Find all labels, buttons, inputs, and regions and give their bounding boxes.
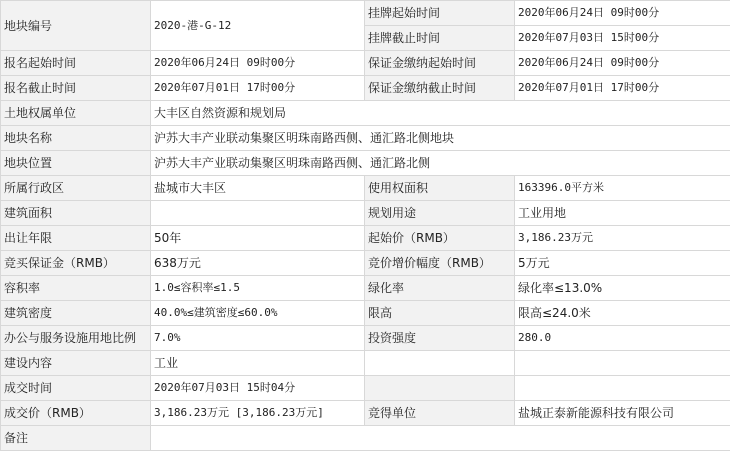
green-ratio-label: 绿化率 — [365, 276, 515, 301]
listing-end-value: 2020年07月03日 15时00分 — [515, 26, 730, 51]
deal-time-value: 2020年07月03日 15时04分 — [151, 376, 365, 401]
deposit-start-value: 2020年06月24日 09时00分 — [515, 51, 730, 76]
location-value: 沪苏大丰产业联动集聚区明珠南路西侧、通汇路北侧 — [151, 151, 730, 176]
green-ratio-value: 绿化率≤13.0% — [515, 276, 730, 301]
remarks-label: 备注 — [1, 426, 151, 451]
bid-deposit-label: 竞买保证金（RMB） — [1, 251, 151, 276]
table-row — [1, 426, 730, 451]
table-row — [1, 351, 730, 376]
deposit-start-label: 保证金缴纳起始时间 — [365, 51, 515, 76]
term-value: 50年 — [151, 226, 365, 251]
signup-start-value: 2020年06月24日 09时00分 — [151, 51, 365, 76]
density-label: 建筑密度 — [1, 301, 151, 326]
parcel-no-label: 地块编号 — [1, 1, 151, 51]
signup-start-label: 报名起始时间 — [1, 51, 151, 76]
plot-ratio-value: 1.0≤容积率≤1.5 — [151, 276, 365, 301]
table-row — [1, 176, 730, 201]
start-price-label: 起始价（RMB） — [365, 226, 515, 251]
remarks-value — [151, 426, 730, 451]
listing-start-label: 挂牌起始时间 — [365, 1, 515, 26]
deposit-end-label: 保证金缴纳截止时间 — [365, 76, 515, 101]
use-area-value: 163396.0平方米 — [515, 176, 730, 201]
table-row — [1, 51, 730, 76]
investment-label: 投资强度 — [365, 326, 515, 351]
planned-use-label: 规划用途 — [365, 201, 515, 226]
height-limit-label: 限高 — [365, 301, 515, 326]
district-label: 所属行政区 — [1, 176, 151, 201]
bid-deposit-value: 638万元 — [151, 251, 365, 276]
office-ratio-value: 7.0% — [151, 326, 365, 351]
height-limit-value: 限高≤24.0米 — [515, 301, 730, 326]
table-row — [1, 276, 730, 301]
table-row — [1, 76, 730, 101]
table-row — [1, 301, 730, 326]
table-row — [1, 401, 730, 426]
use-area-label: 使用权面积 — [365, 176, 515, 201]
increment-label: 竞价增价幅度（RMB） — [365, 251, 515, 276]
plot-ratio-label: 容积率 — [1, 276, 151, 301]
location-label: 地块位置 — [1, 151, 151, 176]
parcel-name-label: 地块名称 — [1, 126, 151, 151]
district-value: 盐城市大丰区 — [151, 176, 365, 201]
listing-end-label: 挂牌截止时间 — [365, 26, 515, 51]
winner-value: 盐城正泰新能源科技有限公司 — [515, 401, 730, 426]
deposit-end-value: 2020年07月01日 17时00分 — [515, 76, 730, 101]
deal-price-label: 成交价（RMB） — [1, 401, 151, 426]
table-row — [1, 1, 730, 26]
table-row — [1, 151, 730, 176]
table-row — [1, 101, 730, 126]
content-label: 建设内容 — [1, 351, 151, 376]
empty-cell — [515, 376, 730, 401]
empty-cell — [365, 351, 515, 376]
content-value: 工业 — [151, 351, 365, 376]
parcel-no-value: 2020-港-G-12 — [151, 1, 365, 51]
empty-cell — [365, 376, 515, 401]
planned-use-value: 工业用地 — [515, 201, 730, 226]
owner-value: 大丰区自然资源和规划局 — [151, 101, 730, 126]
increment-value: 5万元 — [515, 251, 730, 276]
density-value: 40.0%≤建筑密度≤60.0% — [151, 301, 365, 326]
signup-end-label: 报名截止时间 — [1, 76, 151, 101]
table-row — [1, 251, 730, 276]
listing-start-value: 2020年06月24日 09时00分 — [515, 1, 730, 26]
winner-label: 竞得单位 — [365, 401, 515, 426]
table-row — [1, 376, 730, 401]
parcel-name-value: 沪苏大丰产业联动集聚区明珠南路西侧、通汇路北侧地块 — [151, 126, 730, 151]
deal-price-value: 3,186.23万元 [3,186.23万元] — [151, 401, 365, 426]
deal-time-label: 成交时间 — [1, 376, 151, 401]
investment-value: 280.0 — [515, 326, 730, 351]
signup-end-value: 2020年07月01日 17时00分 — [151, 76, 365, 101]
table-row — [1, 126, 730, 151]
build-area-label: 建筑面积 — [1, 201, 151, 226]
term-label: 出让年限 — [1, 226, 151, 251]
owner-label: 土地权属单位 — [1, 101, 151, 126]
empty-cell — [515, 351, 730, 376]
build-area-value — [151, 201, 365, 226]
start-price-value: 3,186.23万元 — [515, 226, 730, 251]
table-row — [1, 326, 730, 351]
table-row — [1, 201, 730, 226]
office-ratio-label: 办公与服务设施用地比例 — [1, 326, 151, 351]
table-row — [1, 226, 730, 251]
